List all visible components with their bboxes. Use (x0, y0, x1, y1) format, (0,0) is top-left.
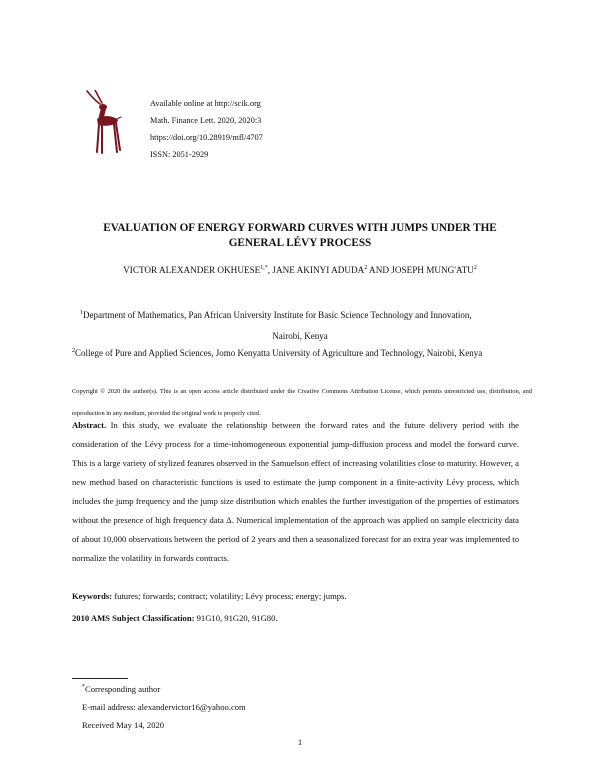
paper-title (60, 221, 540, 251)
keywords-label: Keywords: (72, 591, 113, 601)
ams-label: 2010 AMS Subject Classification: (72, 613, 195, 623)
issn: ISSN: 2051-2929 (150, 150, 209, 159)
author-2: , JANE AKINYI ADUDA (267, 265, 365, 275)
author-1: VICTOR ALEXANDER OKHUESE (123, 265, 261, 275)
affiliation-1-text: Department of Mathematics, Pan African University Institute for Basic Science Technology and Innovation, (83, 310, 472, 320)
page-number: 1 (297, 737, 303, 747)
availability-line: Available online at http://scik.org (150, 99, 261, 108)
keywords-text: futures; forwards; contract; volatility; Lévy process; energy; jumps. (112, 591, 347, 601)
footnote-rule (72, 678, 128, 679)
ams-text: 91G10, 91G20, 91G80. (194, 613, 278, 623)
corresponding-text: Corresponding author (85, 684, 161, 694)
abstract-label: Abstract. (72, 420, 107, 430)
title-line-2: GENERAL LÉVY PROCESS (228, 237, 372, 249)
author-3: AND JOSEPH MUNG'ATU (367, 265, 474, 275)
affiliation-1-city: Nairobi, Kenya (272, 331, 328, 341)
title-line-1: EVALUATION OF ENERGY FORWARD CURVES WITH JUMPS UNDER THE (103, 222, 497, 234)
journal-citation: Math. Finance Lett. 2020, 2020:3 (150, 116, 262, 125)
affiliation-1-marker: 1 (80, 310, 83, 316)
ams-classification (72, 613, 532, 623)
copyright-notice: Copyright © 2020 the author(s). This is an open access article distributed under the Creative Commons Attribution License, which permits unrestricted use, distribution, and reproduction in any medium, provided the original work is properly cited. (72, 388, 532, 417)
abstract (72, 416, 519, 568)
affiliation-2-text: College of Pure and Applied Sciences, Jomo Kenyatta University of Agriculture and Technology, Nairobi, Kenya (75, 348, 483, 358)
doi-link[interactable]: https://doi.org/10.28919/mfl/4707 (150, 133, 263, 142)
affiliation-2-marker: 2 (72, 348, 75, 354)
keywords (72, 591, 532, 601)
affiliation-1 (80, 310, 472, 320)
author-2-marker: 2 (364, 264, 368, 271)
author-1-marker: 1,* (260, 264, 268, 271)
email-address: E-mail address: alexandervictor16@yahoo.com (82, 702, 246, 712)
author-3-marker: 2 (473, 264, 477, 271)
affiliation-2 (72, 348, 482, 358)
journal-logo (86, 90, 122, 156)
corresponding-author-note (82, 684, 160, 694)
author-list (40, 265, 560, 275)
abstract-text: In this study, we evaluate the relationship between the forward rates and the future delivery period with the consideration of the Lévy process for a time-inhomogeneous exponential jump-diffusion process and model the forward curve. This is a large variety of stylized features observed in the Samuelson effect of increasing volatilities close to maturity. However, a new method based on characteristic functions is used to estimate the jump component in a finite-activity Lévy process, which includes the jump frequency and the jump size distribution which enables the further investigation of the properties of estimators without the presence of high frequency data Δ. Numerical implementation of the approach was applied on sample electricity data of about 10,000 observations between the period of 2 years and then a seasonalized forecast for an extra year was implemented to normalize the volatility in forwards contracts. (72, 420, 519, 563)
publication-info (150, 95, 263, 163)
received-date: Received May 14, 2020 (82, 720, 165, 730)
corresponding-marker: * (82, 684, 85, 691)
